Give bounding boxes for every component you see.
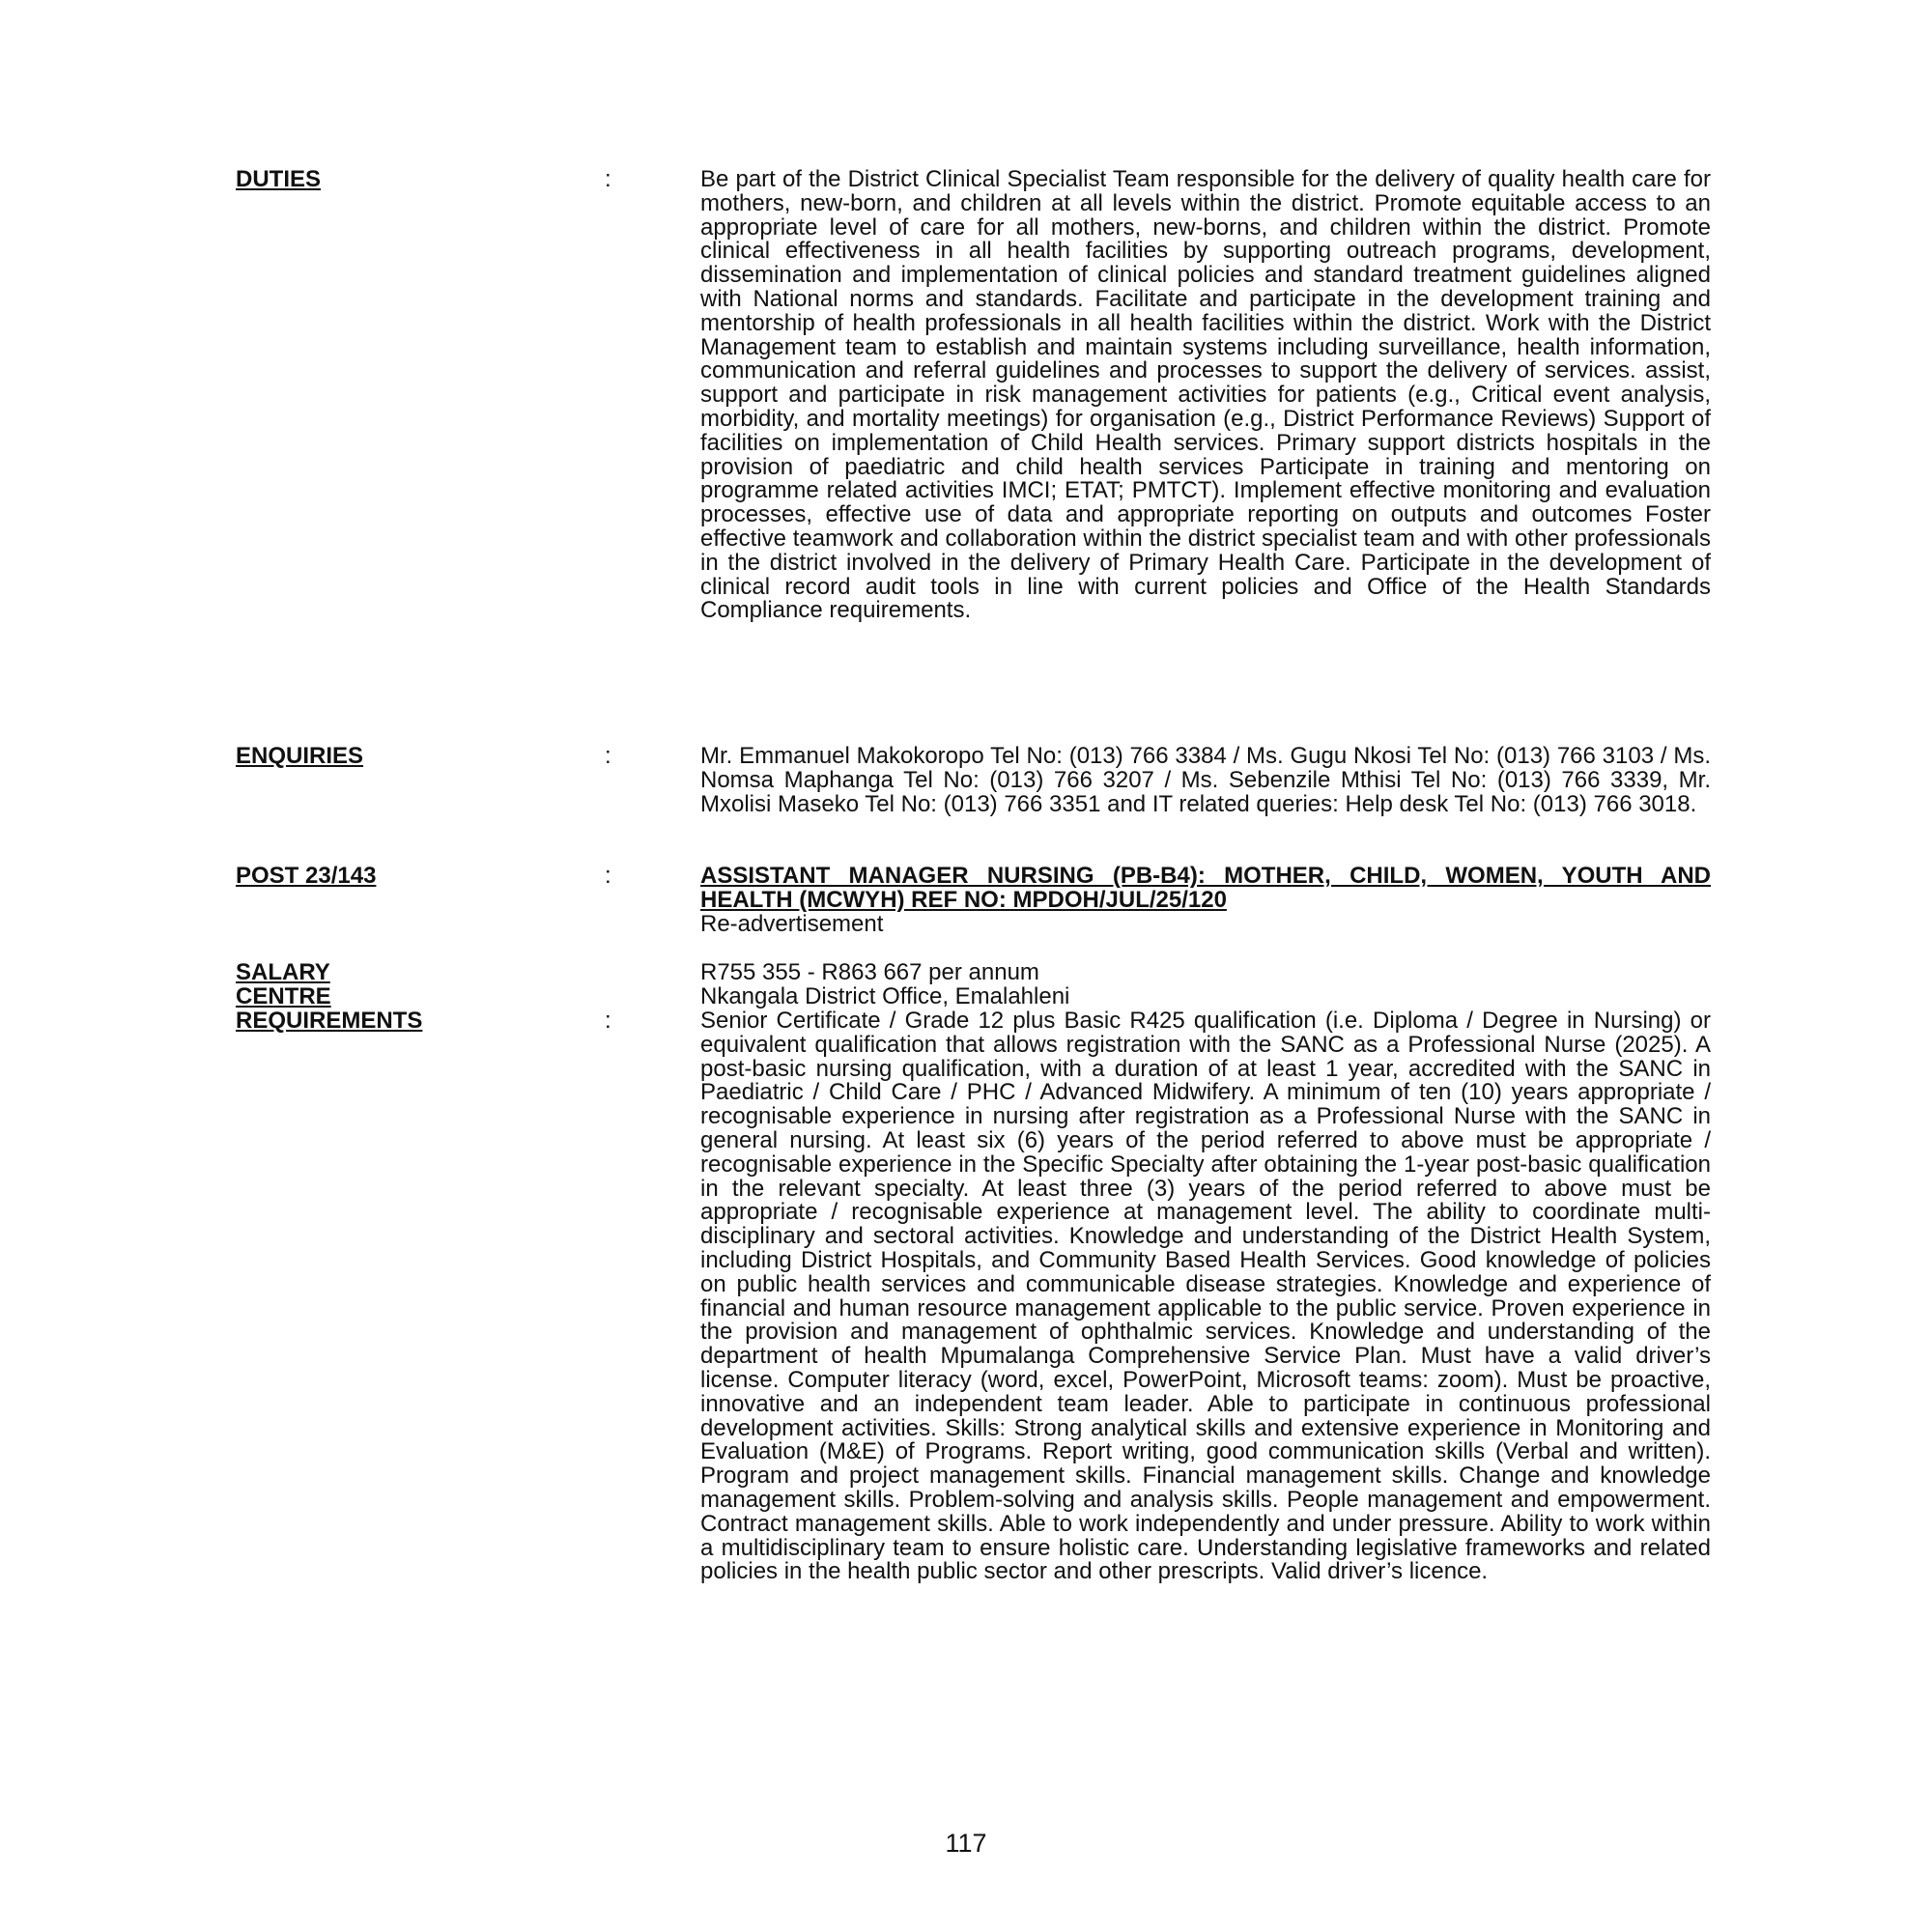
post-subtitle: Re-advertisement bbox=[700, 910, 884, 937]
centre-label: CENTRE bbox=[236, 983, 331, 1009]
enquiries-text: Mr. Emmanuel Makokoropo Tel No: (013) 766 3384 / Ms. Gugu Nkosi Tel No: (013) 766 3103 / Ms. Nomsa Maphanga Tel No: (013) 766 3207 / Ms. Sebenzile Mthisi Tel No: (013) 766 3339, Mr. Mxolisi Maseko Tel No: (013) 766 3351 and IT related queries: Help desk Tel No: (013) 766 3018. bbox=[700, 743, 1711, 817]
enquiries-colon: : bbox=[605, 743, 611, 769]
centre-text: Nkangala District Office, Emalahleni bbox=[700, 983, 1070, 1009]
post-label: POST 23/143 bbox=[236, 863, 377, 889]
enquiries-label: ENQUIRIES bbox=[236, 743, 364, 769]
page-number: 117 bbox=[945, 1829, 987, 1858]
duties-text: Be part of the District Clinical Specialist Team responsible for the delivery of quality health care for mothers, new-born, and children at all levels within the district. Promote equitable access to an appropriate level of care for all mothers, new-borns, and children within the district. Promote clinical effectiveness in all health facilities by supporting outreach programs, development, dissemination and implementation of clinical policies and standard treatment guidelines aligned with National norms and standards. Facilitate and participate in the development training and mentorship of health professionals in all health facilities within the district. Work with the District Management team to establish and maintain systems including surveillance, health information, communication and referral guidelines and processes to support the delivery of services. assist, support and participate in risk management activities for patients (e.g., Critical event analysis, morbidity, and mortality meetings) for organisation (e.g., District Performance Reviews) Support of facilities on implementation of Child Health services. Primary support districts hospitals in the provision of paediatric and child health services Participate in training and mentoring on programme related activities IMCI; ETAT; PMTCT). Implement effective monitoring and evaluation processes, effective use of data and appropriate reporting on outputs and outcomes Foster effective teamwork and collaboration within the district specialist team and with other professionals in the district involved in the delivery of Primary Health Care. Participate in the development of clinical record audit tools in line with current policies and Office of the Health Standards Compliance requirements. bbox=[700, 166, 1711, 624]
post-colon: : bbox=[605, 863, 611, 889]
requirements-colon: : bbox=[605, 1008, 611, 1034]
post-content bbox=[700, 865, 1711, 936]
post-title: ASSISTANT MANAGER NURSING (PB-B4): MOTHER, CHILD, WOMEN, YOUTH AND HEALTH (MCWYH) REF NO: MPDOH/JUL/25/120 bbox=[700, 863, 1711, 913]
salary-text: R755 355 - R863 667 per annum bbox=[700, 959, 1039, 985]
salary-label: SALARY bbox=[236, 959, 330, 985]
requirements-text: Senior Certificate / Grade 12 plus Basic R425 qualification (i.e. Diploma / Degree in Nursing) or equivalent qualification that allows registration with the SANC as a Professional Nurse (2025). A post-basic nursing qualification, with a duration of at least 1 year, accredited with the SANC in Paediatric / Child Care / PHC / Advanced Midwifery. A minimum of ten (10) years appropriate / recognisable experience in nursing after registration as a Professional Nurse with the SANC in general nursing. At least six (6) years of the period referred to above must be appropriate / recognisable experience in the Specific Specialty after obtaining the 1-year post-basic qualification in the relevant specialty. At least three (3) years of the period referred to above must be appropriate / recognisable experience at management level. The ability to coordinate multi-disciplinary and sectoral activities. Knowledge and understanding of the District Health System, including District Hospitals, and Community Based Health Services. Good knowledge of policies on public health services and communicable disease strategies. Knowledge and experience of financial and human resource management applicable to the public service. Proven experience in the provision and management of ophthalmic services. Knowledge and understanding of the department of health Mpumalanga Comprehensive Service Plan. Must have a valid driver’s license. Computer literacy (word, excel, PowerPoint, Microsoft teams: zoom). Must be proactive, innovative and an independent team leader. Able to participate in continuous professional development activities. Skills: Strong analytical skills and extensive experience in Monitoring and Evaluation (M&E) of Programs. Report writing, good communication skills (Verbal and written). Program and project management skills. Financial management skills. Change and knowledge management skills. Problem-solving and analysis skills. People management and empowerment. Contract management skills. Able to work independently and under pressure. Ability to work within a multidisciplinary team to ensure holistic care. Understanding legislative frameworks and related policies in the health public sector and other prescripts. Valid driver’s licence. bbox=[700, 1008, 1711, 1585]
requirements-label: REQUIREMENTS bbox=[236, 1008, 423, 1034]
duties-colon: : bbox=[605, 166, 611, 192]
duties-label: DUTIES bbox=[236, 166, 322, 192]
